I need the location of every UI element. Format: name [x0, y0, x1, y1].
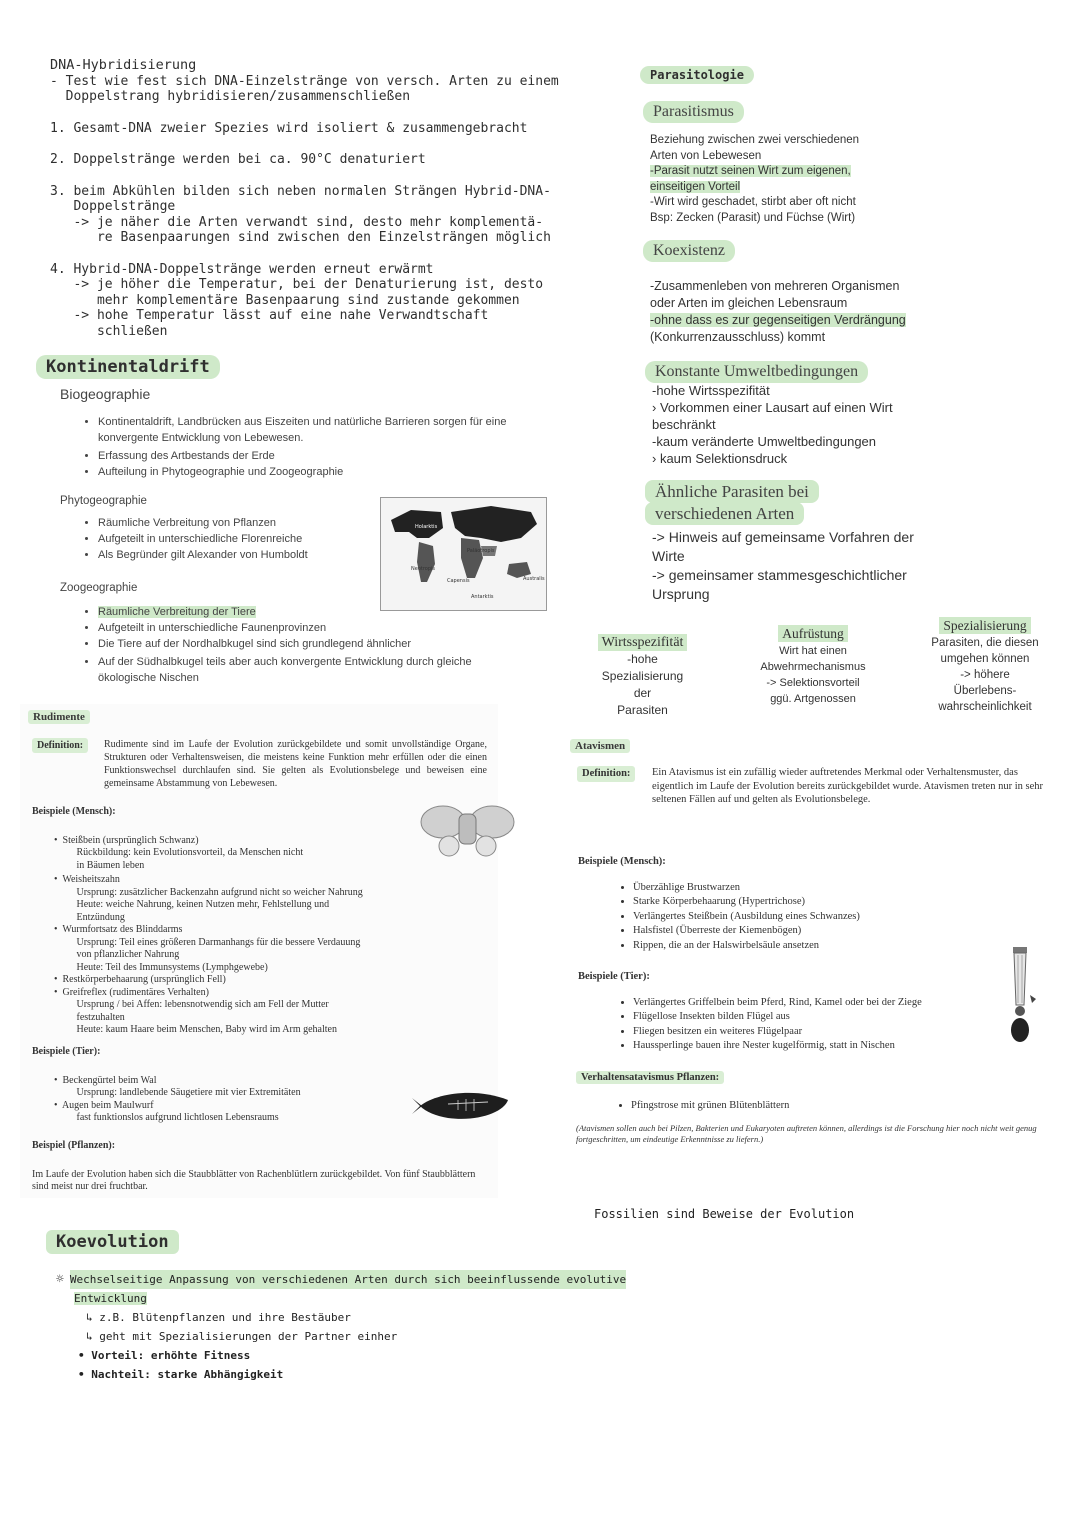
- kontinental-title: Kontinentaldrift: [36, 355, 220, 379]
- koexistenz-title: Koexistenz: [643, 240, 735, 262]
- rudiment-line: Heute: kaum Haare beim Menschen, Baby wird im Arm gehalten: [54, 1024, 337, 1035]
- wirts-line: der: [633, 686, 652, 700]
- rudiment-line: • Beckengürtel beim Wal: [54, 1074, 157, 1086]
- rudiment-line: Ursprung: zusätzlicher Backenzahn aufgrund nicht so weicher Nahrung: [54, 886, 363, 898]
- rudiment-line: • Greifreflex (rudimentäres Verhalten): [54, 986, 209, 998]
- list-item: [98, 638, 520, 650]
- aehnlich-line: -> gemeinsamer stammesgeschichtlicher: [652, 567, 907, 583]
- list-item: • Starke Körperbehaarung (Hypertrichose): [633, 895, 1018, 909]
- dna-step: re Basenpaarungen sind zwischen den Einzelsträngen möglich: [50, 230, 551, 245]
- whale-icon: [408, 1082, 513, 1132]
- biogeo-block: [60, 386, 560, 482]
- aehnlich-title-line: [645, 481, 819, 503]
- rudimente-pflanze: [32, 1140, 482, 1194]
- rudiment-line: festzuhalten: [54, 1011, 125, 1023]
- koexistenz-line: (Konkurrenzausschluss) kommt: [650, 330, 826, 344]
- list-item: • Fliegen besitzen ein weiteres Flügelpaar: [633, 1025, 1008, 1039]
- phyto-list: [60, 517, 380, 561]
- map-label: Australis: [523, 576, 545, 582]
- aehnlich-title-line: [645, 503, 819, 525]
- spez-title: [925, 618, 1045, 635]
- list-item: • Verlängertes Steißbein (Ausbildung eines Schwanzes): [633, 910, 1018, 924]
- map-label: Antarktis: [471, 594, 494, 600]
- parasitismus-line: Bsp: Zecken (Parasit) und Füchse (Wirt): [650, 211, 856, 224]
- aehnlich-title-text: Ähnliche Parasiten bei: [645, 480, 819, 503]
- parasitismus-line-text: einseitigen Vorteil: [650, 180, 741, 193]
- wirts-line: Parasiten: [617, 703, 668, 717]
- definition-text: Ein Atavismus ist ein zufällig wieder auftretendes Merkmal oder Verhaltensmuster, das eigentlich im Laufe der Evolution bereits zurückgebildet wurde. Atavismen treten nur in sehr seltenen Fällen auf und gelten als Evolutionsbelege.: [652, 767, 1044, 805]
- rudiment-line: fast funktionslos aufgrund lichtlosen Lebensraums: [54, 1112, 279, 1123]
- list-item: • Halsfistel (Überreste der Kiemenbögen): [633, 924, 1018, 938]
- list-item-text: Räumliche Verbreitung der Tiere: [98, 606, 256, 618]
- auf-title-text: Aufrüstung: [778, 625, 848, 642]
- konstant-line: › Vorkommen einer Lausart auf einen Wirt: [652, 400, 893, 415]
- parasitismus-line-text: -Parasit nutzt seinen Wirt zum eigenen,: [650, 165, 851, 177]
- map-label: Holarktis: [415, 524, 438, 530]
- aehnlich-title: [645, 481, 819, 525]
- rudiment-line: von pflanzlicher Nahrung: [54, 949, 180, 960]
- biogeo-title: Biogeographie: [60, 386, 151, 402]
- konstant-line: › kaum Selektionsdruck: [652, 451, 788, 466]
- spez-line: Überlebens-: [953, 685, 1017, 697]
- list-item: • Verlängertes Griffelbein beim Pferd, Rind, Kamel oder bei der Ziege: [633, 996, 1008, 1010]
- definition-label: Definition:: [577, 766, 635, 782]
- spez-line: umgehen können: [940, 653, 1030, 665]
- atavismen-mensch-list: [578, 881, 1018, 953]
- wirts-column: [590, 634, 695, 719]
- list-item: • Als Begründer gilt Alexander von Humboldt: [98, 549, 380, 561]
- list-item: • Flügellose Insekten bilden Flügel aus: [633, 1010, 1008, 1024]
- spez-title-text: Spezialisierung: [939, 617, 1030, 634]
- auf-line: -> Selektionsvorteil: [766, 677, 860, 689]
- rudimente-definition: [32, 738, 487, 790]
- map-label: Capensis: [447, 578, 470, 584]
- aehnlich-line: Wirte: [652, 548, 685, 564]
- atavismen-pflanze: [576, 1071, 996, 1116]
- horse-leg-icon: [1002, 945, 1038, 1050]
- dna-step: -> je höher die Temperatur, bei der Denaturierung ist, desto: [50, 277, 544, 292]
- wirts-line: Spezialisierung: [601, 669, 684, 683]
- list-item: • Kontinentaldrift, Landbrücken aus Eiszeiten und natürliche Barrieren sorgen für eine konvergente Entwicklung von Lebewesen.: [98, 414, 560, 446]
- parasitismus-line: Beziehung zwischen zwei verschiedenen: [650, 134, 860, 146]
- rudiment-line: Ursprung: landlebende Säugetiere mit vier Extremitäten: [54, 1087, 301, 1098]
- list-item: • Aufgeteilt in unterschiedliche Florenreiche: [98, 533, 380, 545]
- biogeo-list: [60, 414, 560, 478]
- dna-step: -> je näher die Arten verwandt sind, desto mehr komplementä-: [50, 214, 544, 230]
- map-label: Neotropis: [411, 566, 436, 572]
- koexistenz-line: [650, 312, 940, 329]
- horse-leg-illustration: [1002, 945, 1038, 1050]
- koevolution-line: • Nachteil: starke Abhängigkeit: [78, 1368, 284, 1381]
- konstant-block: [652, 382, 942, 467]
- konstant-line: -hohe Wirtsspezifität: [652, 383, 770, 398]
- koexistenz-line: -Zusammenleben von mehreren Organismen: [650, 279, 900, 293]
- auf-line: Abwehrmechanismus: [760, 661, 866, 673]
- konstant-line: beschränkt: [652, 417, 716, 432]
- auf-line: Wirt hat einen: [779, 645, 847, 657]
- auf-line: ggü. Artgenossen: [770, 693, 856, 705]
- parasitismus-line: [650, 180, 950, 196]
- atavismen-tier: [578, 970, 1008, 1054]
- list-item: [98, 606, 520, 618]
- fossilien-statement: Fossilien sind Beweise der Evolution: [594, 1207, 855, 1221]
- phyto-title: Phytogeographie: [60, 495, 147, 507]
- auf-column: [748, 626, 878, 707]
- pflanze-label-text: Verhaltensatavismus Pflanzen:: [576, 1071, 724, 1084]
- dna-section: [50, 58, 610, 339]
- wirts-title: [590, 634, 695, 651]
- aehnlich-title-text: verschiedenen Arten: [645, 502, 804, 525]
- koevolution-line: Wechselseitige Anpassung von verschiedenen Arten durch sich beeinflussende evolutive: [70, 1270, 626, 1289]
- parasitismus-block: [650, 133, 950, 226]
- list-item: • Auf der Südhalbkugel teils aber auch konvergente Entwicklung durch gleiche ökologische Nischen: [98, 654, 520, 686]
- atavismen-title: Atavismen: [570, 739, 630, 753]
- rudiment-line: • Steißbein (ursprünglich Schwanz): [54, 834, 199, 846]
- dna-title: DNA-Hybridisierung: [50, 57, 197, 73]
- koevolution-line: [56, 1289, 636, 1308]
- dna-line: Doppelstrang hybridisieren/zusammenschließen: [50, 89, 411, 104]
- list-item: • Überzählige Brustwarzen: [633, 881, 1018, 895]
- konstant-title: Konstante Umweltbedingungen: [645, 361, 868, 383]
- parasitologie-title: Parasitologie: [640, 66, 754, 84]
- atavismen-note: (Atavismen sollen auch bei Pilzen, Bakterien und Eukaryoten auftreten können, allerdings ist die Forschung hier noch nicht weit genug fortgeschritten, um eindeutige Erkenntnisse zu liefern.): [576, 1123, 1037, 1144]
- spez-column: [925, 618, 1045, 715]
- list-item: • Pfingstrose mit grünen Blütenblättern: [631, 1099, 996, 1113]
- dna-step: -> hohe Temperatur lässt auf eine nahe Verwandtschaft: [50, 308, 489, 323]
- dna-step: schließen: [50, 323, 168, 339]
- pflanze-text: Im Laufe der Evolution haben sich die Staubblätter von Rachenblütlern zurückgebildet. Von fünf Staubblättern sind meist nur drei fruchtbar.: [32, 1168, 476, 1192]
- koevolution-line-text: Entwicklung: [74, 1292, 147, 1305]
- koevolution-line: • Vorteil: erhöhte Fitness: [78, 1349, 251, 1362]
- rudiment-line: • Augen beim Maulwurf: [54, 1099, 154, 1111]
- list-item: • Rippen, die an der Halswirbelsäule ansetzen: [633, 939, 1018, 953]
- dna-step: 2. Doppelstränge werden bei ca. 90°C denaturiert: [50, 152, 426, 167]
- dna-step: Doppelstränge: [50, 199, 176, 214]
- dna-line: - Test wie fest sich DNA-Einzelstränge von versch. Arten zu einem: [50, 73, 559, 89]
- rudiment-line: in Bäumen leben: [54, 859, 145, 871]
- koexistenz-line: oder Arten im gleichen Lebensraum: [650, 296, 848, 310]
- rudiment-line: Ursprung: Teil eines größeren Darmanhangs für die bessere Verdauung: [54, 936, 361, 948]
- aehnlich-line: Ursprung: [652, 586, 710, 602]
- atavismen-definition: [577, 766, 1047, 807]
- auf-title: [748, 626, 878, 643]
- rudiment-line: Heute: weiche Nahrung, keinen Nutzen mehr, Fehlstellung und: [54, 899, 330, 910]
- koevolution-line: ↳ geht mit Spezialisierungen der Partner einher: [86, 1330, 398, 1343]
- koexistenz-block: [650, 278, 940, 346]
- rudiment-line: Rückbildung: kein Evolutionsvorteil, da Menschen nicht: [54, 847, 304, 858]
- dna-step: mehr komplementäre Basenpaarung sind zustande gekommen: [50, 292, 520, 308]
- pflanze-label: Beispiel (Pflanzen):: [32, 1140, 116, 1151]
- aehnlich-line: -> Hinweis auf gemeinsame Vorfahren der: [652, 529, 914, 545]
- parasitismus-line: Arten von Lebewesen: [650, 149, 762, 162]
- map-label: Paläotropis: [467, 548, 495, 554]
- parasitismus-line: [650, 164, 950, 180]
- phyto-block: [60, 495, 380, 565]
- list-item: • Aufteilung in Phytogeographie und Zoogeographie: [98, 466, 560, 478]
- atavismen-mensch: [578, 855, 1018, 953]
- zoo-title: Zoogeographie: [60, 582, 138, 594]
- rudimente-title: Rudimente: [28, 710, 90, 724]
- list-item-text: Die Tiere auf der Nordhalbkugel sind sich grundlegend ähnlicher: [98, 638, 412, 650]
- pelvis-icon: [415, 800, 520, 865]
- atavismen-pflanze-list: [576, 1099, 996, 1113]
- rudiment-line: • Restkörperbehaarung (ursprünglich Fell): [54, 974, 226, 985]
- dna-step: 1. Gesamt-DNA zweier Spezies wird isoliert & zusammengebracht: [50, 120, 528, 136]
- tier-label: Beispiele (Tier):: [32, 1046, 101, 1057]
- rudiment-line: • Weisheitszahn: [54, 874, 120, 885]
- list-item: • Räumliche Verbreitung von Pflanzen: [98, 517, 380, 529]
- atavismen-tier-list: [578, 996, 1008, 1053]
- pflanze-label: [576, 1071, 996, 1085]
- rudiment-line: Heute: Teil des Immunsystems (Lymphgewebe): [54, 961, 268, 973]
- aehnlich-block: [652, 528, 952, 604]
- koevolution-line: ↳ z.B. Blütenpflanzen und ihre Bestäuber: [86, 1311, 351, 1324]
- list-item: • Haussperlinge bauen ihre Nester kugelförmig, statt in Nischen: [633, 1039, 1008, 1053]
- koevolution-title: Koevolution: [46, 1230, 179, 1254]
- rudiment-line: Entzündung: [54, 911, 125, 923]
- koexistenz-line-text: -ohne dass es zur gegenseitigen Verdrängung: [650, 313, 906, 327]
- list-item: • Erfassung des Artbestands der Erde: [98, 450, 560, 462]
- whale-illustration: [408, 1082, 513, 1132]
- dna-step: 4. Hybrid-DNA-Doppelstränge werden erneut erwärmt: [50, 261, 434, 277]
- definition-label: Definition:: [32, 738, 88, 753]
- rudiment-line: • Wurmfortsatz des Blinddarms: [54, 924, 183, 935]
- rudiment-line: Ursprung / bei Affen: lebensnotwendig sich am Fell der Mutter: [54, 999, 329, 1010]
- zoo-block: [60, 582, 520, 690]
- parasitismus-line: -Wirt wird geschadet, stirbt aber oft nicht: [650, 196, 856, 208]
- list-item-text: Aufgeteilt in unterschiedliche Faunenprovinzen: [98, 622, 327, 634]
- definition-text: Rudimente sind im Laufe der Evolution zurückgebildete und somit unvollständige Organe, Strukturen oder Verhaltensweisen, die meistens keine Funktion mehr erfüllen oder die einen Funktionswechsel durchlaufen sind. Sie gelten als Evolutionsbelege und beweisen eine gemeinsame Abstammung von Lebewesen.: [104, 739, 487, 789]
- spez-line: Parasiten, die diesen: [931, 637, 1039, 649]
- mensch-label: Beispiele (Mensch):: [578, 856, 666, 867]
- rudimente-mensch: [32, 806, 477, 1037]
- tier-label: Beispiele (Tier):: [578, 971, 650, 982]
- list-item: [98, 622, 520, 634]
- wirts-title-text: Wirtsspezifität: [598, 634, 688, 651]
- wirts-line: -hohe: [627, 652, 658, 666]
- dna-step: 3. beim Abkühlen bilden sich neben normalen Strängen Hybrid-DNA-: [50, 183, 551, 199]
- spez-line: wahrscheinlichkeit: [938, 701, 1032, 713]
- parasitismus-title: Parasitismus: [643, 101, 744, 123]
- konstant-line: -kaum veränderte Umweltbedingungen: [652, 434, 877, 449]
- pelvis-illustration: [415, 800, 520, 865]
- lightbulb-icon: ☼: [56, 1272, 64, 1287]
- koevolution-block: [56, 1270, 636, 1384]
- zoo-list: [60, 606, 520, 686]
- mensch-label: Beispiele (Mensch):: [32, 806, 116, 817]
- spez-line: -> höhere: [960, 669, 1010, 681]
